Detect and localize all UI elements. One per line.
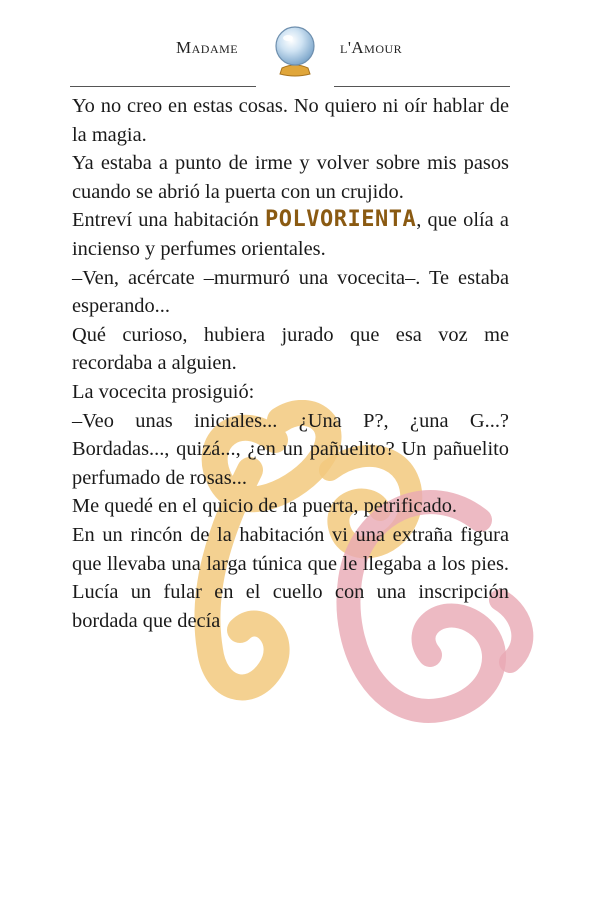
paragraph: Me quedé en el quicio de la puerta, petrificado. <box>72 495 457 518</box>
header-left-word: Madame <box>176 38 239 57</box>
paragraph: –Ven, acércate –murmuró una vocecita–. Te estaba esperando... <box>72 266 509 318</box>
running-head <box>0 20 600 80</box>
header-right-word: l'Amour <box>340 38 403 57</box>
paragraph: Ya estaba a punto de irme y volver sobre mis pasos cuando se abrió la puerta con un crujido. <box>72 152 509 203</box>
paragraph-text: , que olía a incienso y perfumes orientales. <box>72 209 509 260</box>
paragraph: Qué curioso, hubiera jurado que esa voz me recordaba a alguien. <box>72 323 509 375</box>
crystal-ball-icon <box>270 22 320 78</box>
paragraph: La vocecita prosiguió: <box>72 380 255 403</box>
paragraph: Yo no creo en estas cosas. No quiero ni oír hablar de la magia. <box>72 95 509 146</box>
highlighted-word: POLVORIENTA <box>265 207 417 233</box>
body-text <box>72 92 509 635</box>
paragraph-text: Entreví una habitación <box>72 209 265 232</box>
header-rule-left <box>70 86 256 87</box>
header-rule-right <box>334 86 510 87</box>
paragraph: –Veo unas iniciales... ¿Una P?, ¿una G...? Bordadas..., quizá..., ¿en un pañuelito? Un pañuelito perfumado de rosas... <box>72 409 509 489</box>
paragraph: En un rincón de la habitación vi una extraña figura que llevaba una larga túnica que le llegaba a los pies. Lucía un fular en el cuello con una inscripción bordada que decía <box>72 523 509 632</box>
paragraph <box>72 206 509 263</box>
